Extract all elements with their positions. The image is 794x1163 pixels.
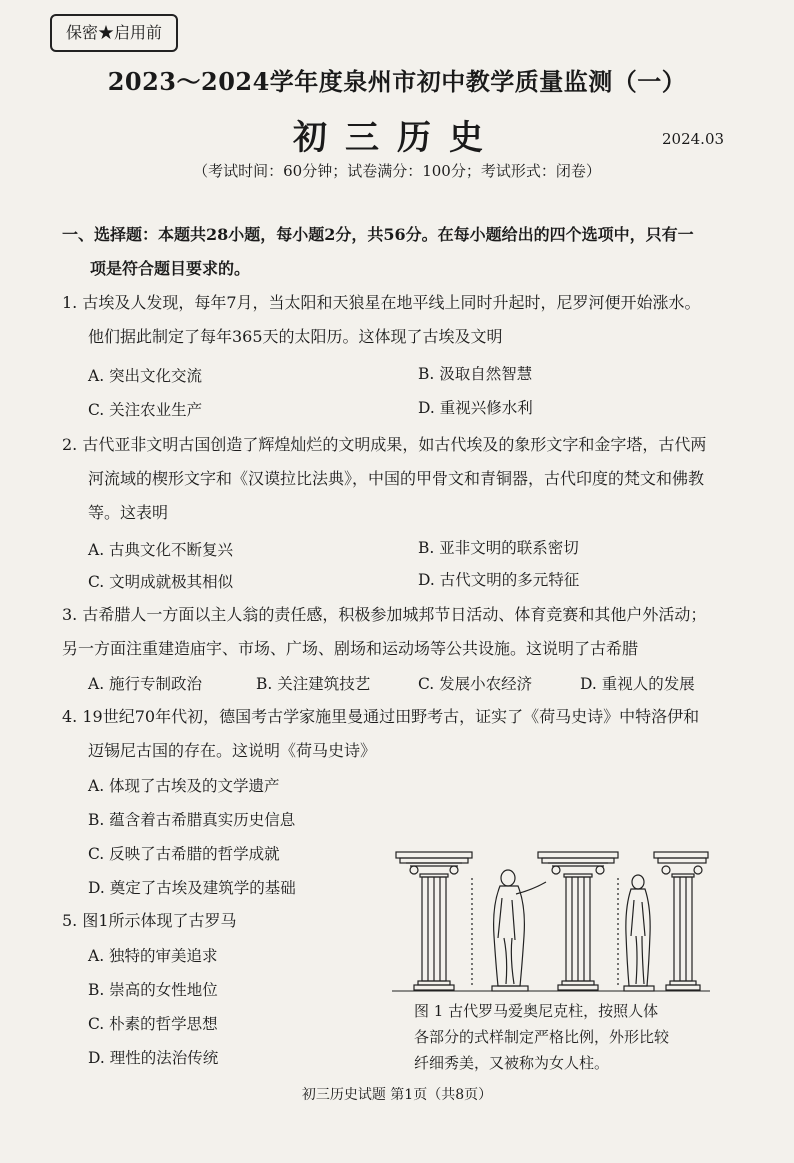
option-b[interactable]: B. 关注建筑技艺 [256,675,371,693]
option-a[interactable]: A. 体现了古埃及的文学遗产 [88,777,280,795]
question-line: 河流域的楔形文字和《汉谟拉比法典》，中国的甲骨文和青铜器，古代印度的梵文和佛教 [88,469,705,488]
option-c[interactable]: C. 文明成就极其相似 [88,573,234,591]
option-a[interactable]: A. 独特的审美追求 [88,947,218,965]
question-line: 另一方面注重建造庙宇、市场、广场、剧场和运动场等公共设施。这说明了古希腊 [62,639,639,658]
option-c[interactable]: C. 反映了古希腊的哲学成就 [88,845,280,863]
option-c[interactable]: C. 朴素的哲学思想 [88,1015,218,1033]
section-instructions [62,218,742,286]
option-b[interactable]: B. 汲取自然智慧 [418,365,533,383]
question-line: 3. 古希腊人一方面以主人翁的责任感，积极参加城邦节日活动、体育竞赛和其他户外活动； [62,605,707,624]
question-3 [62,598,742,666]
option-d[interactable]: D. 古代文明的多元特征 [418,571,580,589]
question-1 [62,286,742,354]
question-line: 他们据此制定了每年365天的太阳历。这体现了古埃及文明 [88,327,503,346]
confidential-stamp: 保密★启用前 [50,14,178,52]
option-b[interactable]: B. 亚非文明的联系密切 [418,539,579,557]
option-d[interactable]: D. 重视人的发展 [580,675,695,693]
section-line: 项是符合题目要求的。 [90,259,251,278]
section-line: 一、选择题：本题共28小题，每小题2分，共56分。在每小题给出的四个选项中，只有一 [62,225,694,244]
option-b[interactable]: B. 蕴含着古希腊真实历史信息 [88,811,296,829]
caption-line: 图 1 古代罗马爱奥尼克柱，按照人体 [414,1002,659,1020]
question-4 [62,700,742,768]
option-d[interactable]: D. 重视兴修水利 [418,399,533,417]
subject-title: 初三历史 [293,118,501,158]
question-line: 1. 古埃及人发现，每年7月，当太阳和天狼星在地平线上同时升起时，尼罗河便开始涨水。 [62,293,701,312]
caption-line: 各部分的式样制定严格比例，外形比较 [414,1028,670,1046]
question-line: 迈锡尼古国的存在。这说明《荷马史诗》 [88,741,377,760]
option-a[interactable]: A. 古典文化不断复兴 [88,541,234,559]
question-line: 2. 古代亚非文明古国创造了辉煌灿烂的文明成果，如古代埃及的象形文字和金字塔，古代两 [62,435,707,454]
page-footer: 初三历史试题 第1页（共8页） [301,1087,493,1103]
exam-date: 2024.03 [662,130,725,148]
option-c[interactable]: C. 关注农业生产 [88,401,203,419]
option-a[interactable]: A. 突出文化交流 [88,367,203,385]
caption-line: 纤细秀美，又被称为女人柱。 [414,1054,610,1072]
ionic-column-illustration [392,848,710,994]
question-line: 等。这表明 [88,503,169,522]
question-line: 5. 图1所示体现了古罗马 [62,911,237,930]
exam-title: 2023～2024学年度泉州市初中教学质量监测（一） [107,67,687,96]
option-b[interactable]: B. 崇高的女性地位 [88,981,218,999]
option-a[interactable]: A. 施行专制政治 [88,675,203,693]
question-line: 4. 19世纪70年代初，德国考古学家施里曼通过田野考古，证实了《荷马史诗》中特洛伊和 [62,707,700,726]
option-d[interactable]: D. 理性的法治传统 [88,1049,219,1067]
question-2 [62,428,742,530]
option-c[interactable]: C. 发展小农经济 [418,675,533,693]
option-d[interactable]: D. 奠定了古埃及建筑学的基础 [88,879,296,897]
exam-info: （考试时间：60分钟；试卷满分：100分；考试形式：闭卷） [193,162,601,180]
figure-caption [414,998,714,1076]
